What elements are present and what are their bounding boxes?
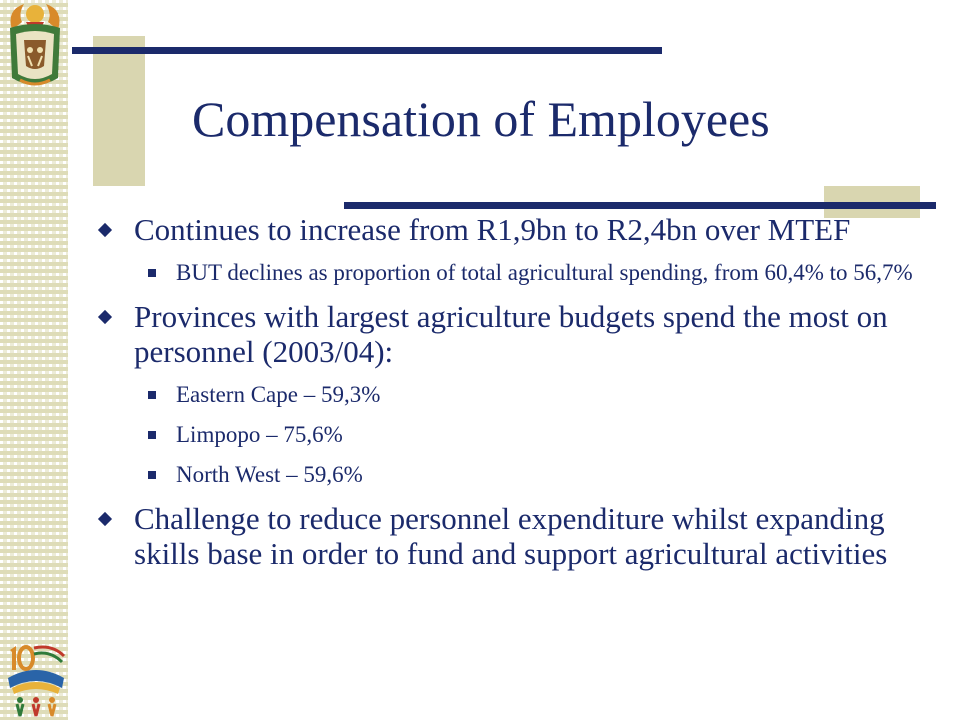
square-bullet-icon [148, 269, 156, 277]
decorative-top-bar [72, 47, 662, 54]
diamond-bullet-icon [98, 512, 112, 526]
square-bullet-icon [148, 471, 156, 479]
sub-bullet-item [100, 461, 940, 489]
bullet-item [100, 501, 940, 571]
decorative-bottom-bar [344, 202, 936, 209]
sub-bullet-item [100, 421, 940, 449]
bullet-text: Provinces with largest agriculture budgets spend the most on personnel (2003/04): [134, 299, 888, 369]
sub-bullet-item [100, 381, 940, 409]
coat-of-arms-icon [2, 0, 68, 92]
ten-years-logo-icon [4, 636, 68, 718]
decorative-stripe-overlay [0, 0, 68, 720]
sub-bullet-text: North West – 59,6% [176, 462, 363, 487]
bullet-item [100, 212, 940, 247]
diamond-bullet-icon [98, 310, 112, 324]
diamond-bullet-icon [98, 223, 112, 237]
sub-bullet-text: Limpopo – 75,6% [176, 422, 343, 447]
sub-bullet-text: BUT declines as proportion of total agricultural spending, from 60,4% to 56,7% [176, 260, 913, 285]
sub-bullet-text: Eastern Cape – 59,3% [176, 382, 381, 407]
slide-body [100, 212, 940, 583]
slide-title: Compensation of Employees [192, 91, 770, 147]
sub-bullet-item [100, 259, 940, 287]
square-bullet-icon [148, 391, 156, 399]
decorative-tan-block-left [93, 36, 145, 186]
bullet-item [100, 299, 940, 369]
bullet-text: Continues to increase from R1,9bn to R2,4bn over MTEF [134, 212, 851, 247]
square-bullet-icon [148, 431, 156, 439]
bullet-text: Challenge to reduce personnel expenditure whilst expanding skills base in order to fund and support agricultural activities [134, 501, 888, 571]
